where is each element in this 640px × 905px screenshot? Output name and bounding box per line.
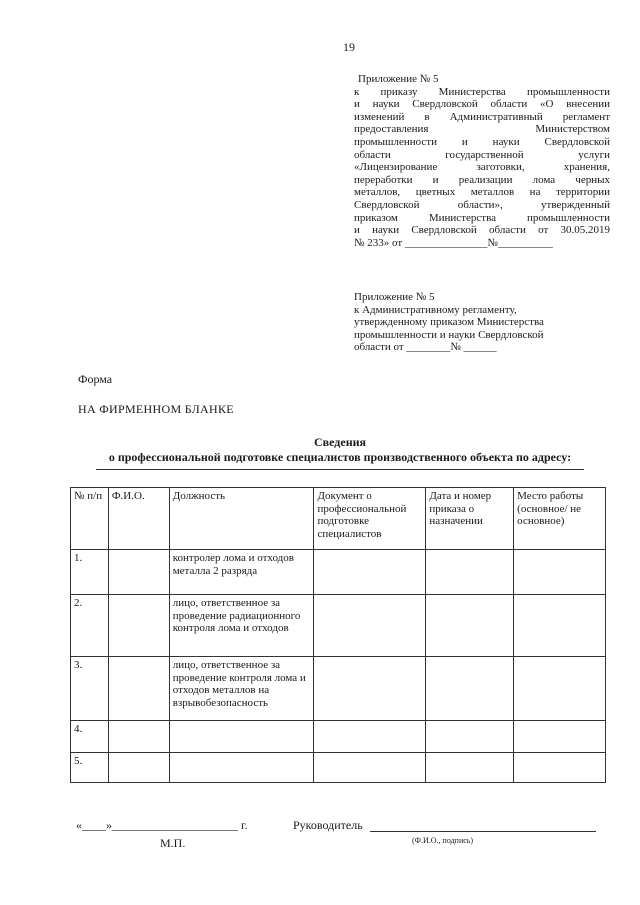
cell-workplace bbox=[514, 550, 606, 595]
appendix-line: Приложение № 5 bbox=[358, 73, 439, 85]
row-number: 2. bbox=[71, 595, 109, 657]
cell-name bbox=[108, 595, 169, 657]
cell-name bbox=[108, 657, 169, 721]
appendix-line: Свердловской области», утвержденный bbox=[354, 198, 610, 211]
appendix-line: и науки Свердловской области от 30.05.2019 bbox=[354, 224, 610, 237]
row-number: 4. bbox=[71, 721, 109, 753]
appendix-line: утвержденному приказом Министерства bbox=[354, 316, 544, 329]
header-workplace: Место работы (основное/ не основное) bbox=[514, 488, 606, 550]
head-signature-label: Руководитель bbox=[293, 818, 363, 832]
table-row bbox=[71, 753, 606, 783]
row-number: 5. bbox=[71, 753, 109, 783]
appendix-line: № 233» от _______________№__________ bbox=[354, 236, 553, 249]
appendix-line: приказом Министерства промышленности bbox=[354, 211, 610, 224]
appendix-line: к приказу Министерства промышленности bbox=[354, 85, 610, 98]
form-label: Форма bbox=[78, 372, 113, 386]
appendix-line: к Административному регламенту, bbox=[354, 303, 517, 316]
appendix-line: Приложение № 5 bbox=[354, 291, 435, 303]
cell-training-document bbox=[314, 595, 426, 657]
row-number: 1. bbox=[71, 550, 109, 595]
table-row bbox=[71, 657, 606, 721]
cell-workplace bbox=[514, 657, 606, 721]
seal-placeholder: М.П. bbox=[160, 836, 186, 850]
header-training-document: Документ о профессиональной подготовке специалистов bbox=[314, 488, 426, 550]
letterhead-note: НА ФИРМЕННОМ БЛАНКЕ bbox=[78, 402, 234, 416]
appendix-order-block bbox=[354, 73, 610, 249]
cell-order-date bbox=[426, 595, 514, 657]
table-row bbox=[71, 595, 606, 657]
cell-workplace bbox=[514, 595, 606, 657]
cell-training-document bbox=[314, 657, 426, 721]
appendix-line: промышленности и науки Свердловской bbox=[354, 328, 544, 341]
document-subtitle: о профессиональной подготовке специалистов производственного объекта по адресу: bbox=[108, 450, 572, 464]
cell-training-document bbox=[314, 550, 426, 595]
appendix-line: области от ________№ ______ bbox=[354, 341, 497, 354]
table-row bbox=[71, 721, 606, 753]
appendix-line: переработки и реализации лома черных bbox=[354, 173, 610, 186]
specialists-table bbox=[70, 487, 606, 783]
header-order-date: Дата и номер приказа о назначении bbox=[426, 488, 514, 550]
appendix-line: и науки Свердловской области «О внесении bbox=[354, 98, 610, 111]
cell-name bbox=[108, 753, 169, 783]
row-number: 3. bbox=[71, 657, 109, 721]
cell-workplace bbox=[514, 721, 606, 753]
appendix-line: металлов, цветных металлов на территории bbox=[354, 186, 610, 199]
head-signature-line bbox=[370, 831, 596, 832]
document-title: Сведения bbox=[313, 435, 367, 449]
cell-position: контролер лома и отходов металла 2 разряда bbox=[169, 550, 314, 595]
cell-order-date bbox=[426, 753, 514, 783]
appendix-line: промышленности и науки Свердловской bbox=[354, 135, 610, 148]
header-position: Должность bbox=[169, 488, 314, 550]
signature-date-line: «____»_____________________ г. bbox=[76, 818, 248, 832]
cell-name bbox=[108, 550, 169, 595]
header-number: № п/п bbox=[71, 488, 109, 550]
appendix-regulation-block bbox=[354, 291, 610, 354]
address-fill-line bbox=[96, 469, 584, 470]
cell-training-document bbox=[314, 721, 426, 753]
cell-position bbox=[169, 721, 314, 753]
table-header-row bbox=[71, 488, 606, 550]
cell-workplace bbox=[514, 753, 606, 783]
appendix-line: предоставления Министерством bbox=[354, 123, 610, 136]
cell-name bbox=[108, 721, 169, 753]
cell-order-date bbox=[426, 657, 514, 721]
cell-order-date bbox=[426, 721, 514, 753]
table-row bbox=[71, 550, 606, 595]
cell-position: лицо, ответственное за проведение контроля лома и отходов металлов на взрывобезопасность bbox=[169, 657, 314, 721]
cell-training-document bbox=[314, 753, 426, 783]
appendix-line: области государственной услуги bbox=[354, 148, 610, 161]
appendix-line: «Лицензирование заготовки, хранения, bbox=[354, 161, 610, 174]
page-number: 19 bbox=[343, 40, 355, 54]
cell-order-date bbox=[426, 550, 514, 595]
head-signature-hint: (Ф.И.О., подпись) bbox=[412, 836, 474, 845]
header-name: Ф.И.О. bbox=[108, 488, 169, 550]
appendix-line: изменений в Административный регламент bbox=[354, 110, 610, 123]
cell-position: лицо, ответственное за проведение радиационного контроля лома и отходов bbox=[169, 595, 314, 657]
cell-position bbox=[169, 753, 314, 783]
